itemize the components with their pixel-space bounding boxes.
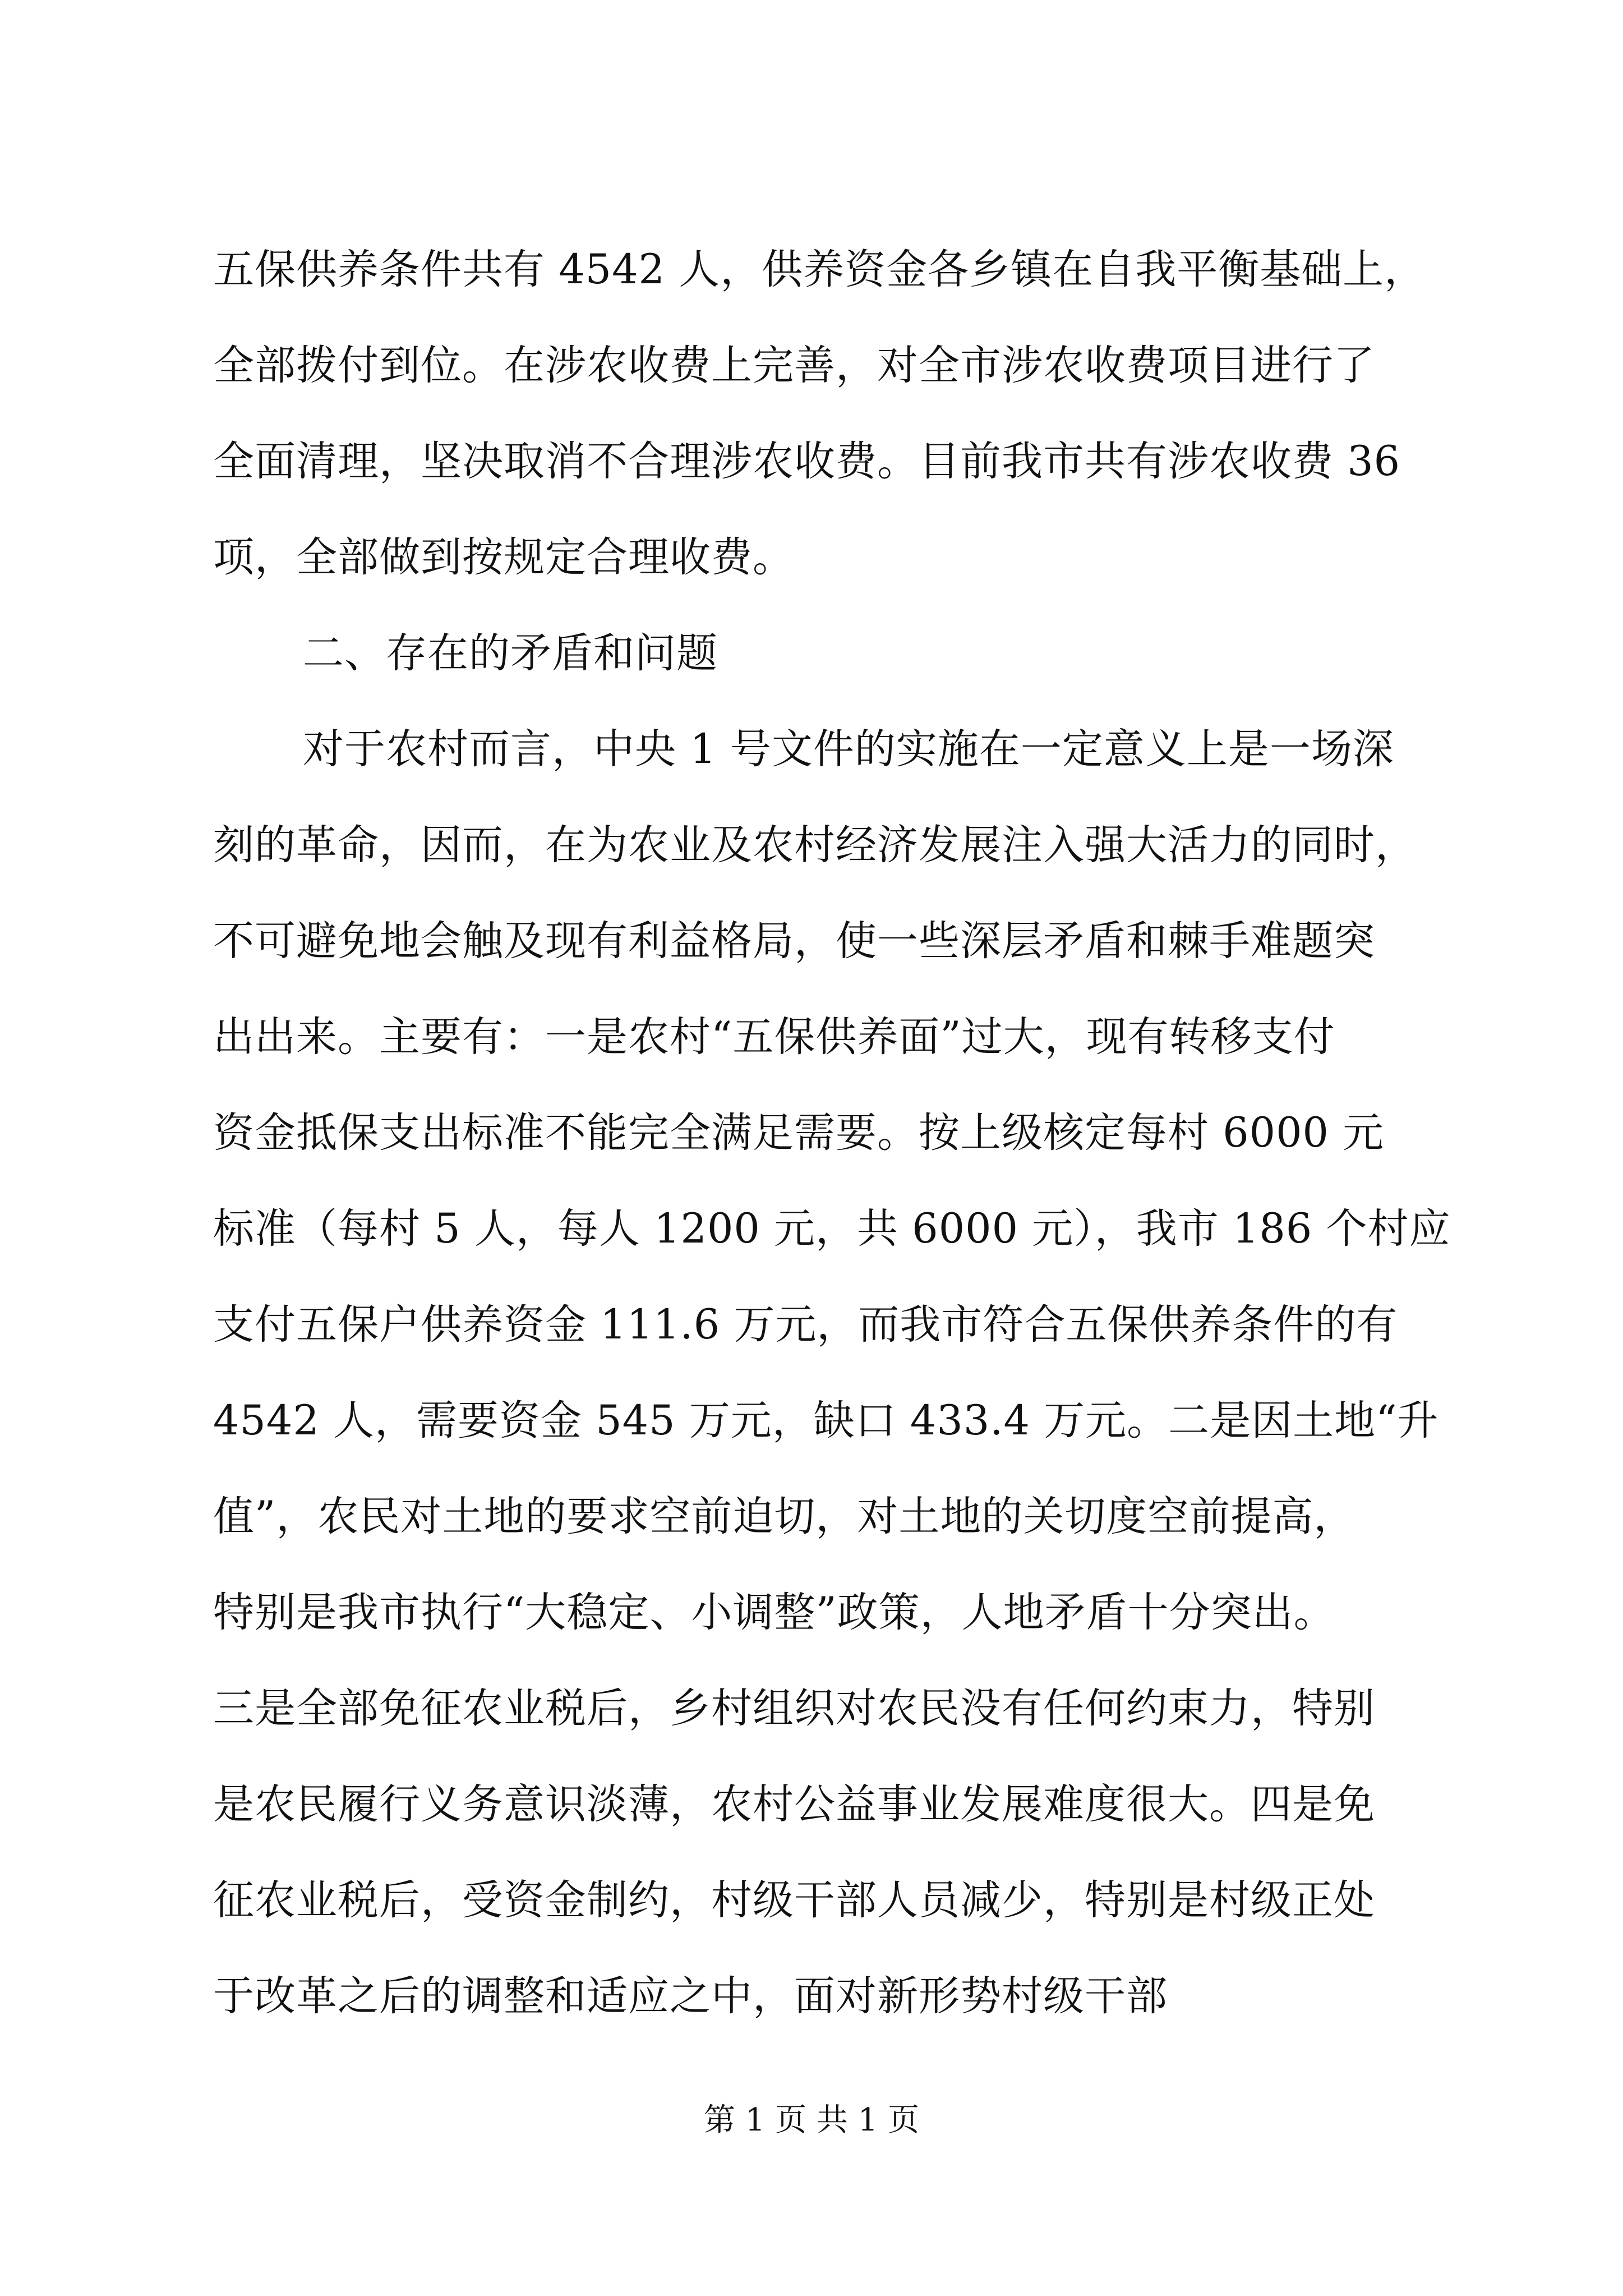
text-line: 于改革之后的调整和适应之中，面对新形势村级干部: [213, 1972, 1168, 2020]
text-line: 资金抵保支出标准不能完全满足需要。按上级核定每村 6000 元: [213, 1109, 1385, 1157]
text-line: 刻的革命，因而，在为农业及农村经济发展注入强大活力的同时，: [213, 821, 1417, 869]
text-line: 全部拨付到位。在涉农收费上完善，对全市涉农收费项目进行了: [213, 342, 1375, 389]
text-line: 出出来。主要有：一是农村“五保供养面”过大，现有转移支付: [213, 1013, 1335, 1061]
text-line: 对于农村而言，中央 1 号文件的实施在一定意义上是一场深: [303, 725, 1394, 773]
document-body: [213, 222, 1451, 2044]
text-line: 全面清理，坚决取消不合理涉农收费。目前我市共有涉农收费 36: [213, 438, 1401, 485]
text-line: 五保供养条件共有 4542 人，供养资金各乡镇在自我平衡基础上，: [213, 246, 1426, 293]
page-number: 第 1 页 共 1 页: [703, 2102, 920, 2138]
text-line: 是农民履行义务意识淡薄，农村公益事业发展难度很大。四是免: [213, 1780, 1375, 1828]
text-line: 4542 人，需要资金 545 万元，缺口 433.4 万元。二是因土地“升: [213, 1397, 1439, 1444]
page-footer: [0, 2098, 1623, 2143]
text-line: 征农业税后，受资金制约，村级干部人员减少，特别是村级正处: [213, 1876, 1375, 1924]
text-line: 支付五保户供养资金 111.6 万元，而我市符合五保供养条件的有: [213, 1301, 1398, 1349]
text-line: 项，全部做到按规定合理收费。: [213, 533, 794, 581]
text-line: 特别是我市执行“大稳定、小调整”政策，人地矛盾十分突出。: [213, 1589, 1335, 1636]
text-line: 不可避免地会触及现有利益格局，使一些深层矛盾和棘手难题突: [213, 917, 1375, 965]
text-line: 值”，农民对土地的要求空前迫切，对土地的关切度空前提高，: [213, 1493, 1355, 1540]
text-line: 三是全部免征农业税后，乡村组织对农民没有任何约束力，特别: [213, 1685, 1375, 1732]
text-line: 标准（每村 5 人，每人 1200 元，共 6000 元），我市 186 个村应: [213, 1205, 1451, 1253]
section-heading: 二、存在的矛盾和问题: [303, 629, 718, 677]
